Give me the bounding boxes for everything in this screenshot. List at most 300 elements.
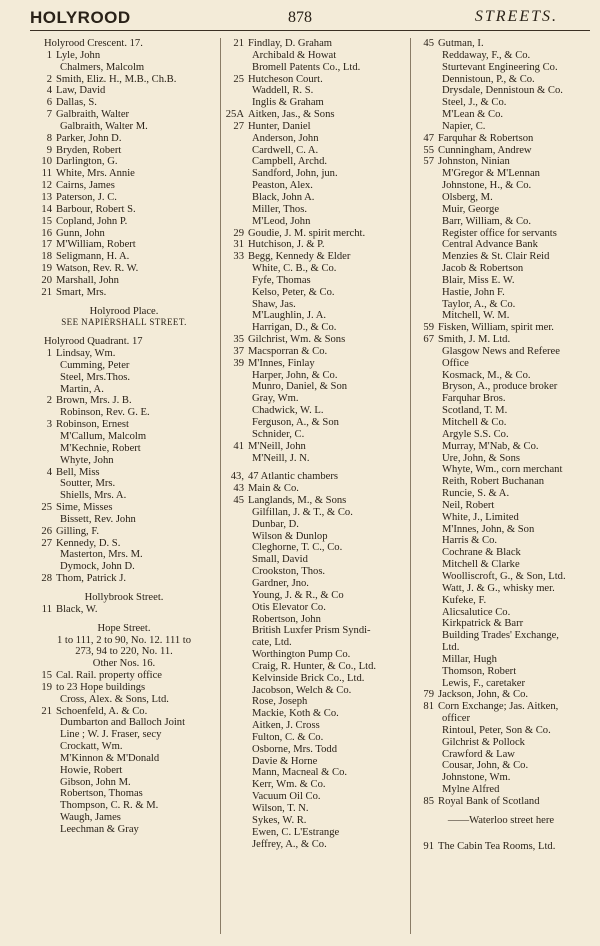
house-number: 33 [233, 251, 244, 263]
entry-name: Royal Bank of Scotland [438, 796, 540, 807]
entry-name: Cardwell, C. A. [252, 144, 319, 156]
entry-name: 47 Atlantic chambers [248, 471, 339, 483]
directory-entry [412, 453, 590, 465]
directory-entry [30, 549, 218, 561]
directory-entry [30, 275, 218, 287]
house-number: 57 [423, 156, 434, 168]
directory-entry [412, 322, 590, 334]
house-number: 11 [41, 168, 52, 180]
directory-entry [30, 168, 218, 180]
house-number: 1 [46, 348, 52, 360]
entry-name: Thom, Patrick J. [56, 573, 127, 585]
entry-name: Steel, Mrs.Thos. [60, 371, 131, 383]
entry-name: Cross, Alex. & Sons, Ltd. [60, 693, 169, 705]
entry-name: Ferguson, A., & Son [252, 417, 339, 428]
house-number: 25 [233, 73, 244, 85]
directory-entry [412, 239, 590, 251]
house-number: 10 [41, 156, 52, 168]
section-heading: ——Waterloo street here [447, 814, 555, 826]
entry-name: Mackie, Koth & Co. [252, 708, 339, 720]
directory-entry [30, 561, 218, 573]
directory-entry [30, 455, 218, 467]
entry-name: Robinson, Ernest [56, 419, 129, 431]
entry-name: Brown, Mrs. J. B. [56, 395, 132, 407]
entry-name: cate, Ltd. [252, 637, 292, 649]
entry-name: Reith, Robert Buchanan [442, 476, 545, 488]
entry-name: Smart, Mrs. [56, 286, 107, 298]
entry-name: Dumbarton and Balloch Joint [60, 717, 186, 729]
directory-entry [222, 720, 408, 732]
house-number: 45 [423, 38, 434, 49]
entry-name: Smith, J. M. Ltd. [438, 334, 511, 346]
spacer [30, 616, 218, 623]
directory-entry [412, 334, 590, 346]
entry-name: Kerr, Wm. & Co. [252, 779, 326, 791]
directory-entry [412, 38, 590, 50]
directory-entry [222, 791, 408, 803]
entry-name: Gilchrist & Pollock [442, 736, 525, 748]
directory-entry [222, 708, 408, 720]
directory-entry [30, 192, 218, 204]
directory-entry [222, 429, 408, 441]
entry-name: Waddell, R. S. [252, 85, 314, 97]
house-number: 45 [233, 495, 244, 507]
entry-name: Hastie, John F. [442, 286, 505, 298]
entry-name: Neil, Robert [442, 499, 495, 511]
entry-name: Cunningham, Andrew [438, 144, 532, 156]
directory-entry [30, 74, 218, 86]
entry-name: Watson, Rev. R. W. [56, 263, 139, 275]
directory-entry [412, 287, 590, 299]
directory-column-1 [30, 38, 218, 836]
directory-entry [30, 133, 218, 145]
house-number: 81 [423, 701, 434, 713]
directory-entry [412, 760, 590, 772]
header-rule [30, 30, 590, 31]
house-number: 11 [41, 603, 52, 615]
entry-name: Taylor, A., & Co. [442, 298, 516, 310]
directory-entry [222, 85, 408, 97]
entry-name: Kosmack, M., & Co. [442, 369, 531, 381]
house-number: 55 [423, 144, 434, 156]
entry-name: Galbraith, Walter [56, 109, 130, 121]
entry-name: Aitken, J. Cross [252, 720, 320, 732]
house-number: 15 [41, 670, 52, 682]
entry-name: Dennistoun, P., & Co. [442, 73, 535, 85]
entry-name: Mann, Macneal & Co. [252, 767, 348, 779]
directory-entry [222, 661, 408, 673]
directory-entry [412, 109, 590, 121]
entry-name: White, Mrs. Annie [56, 168, 135, 180]
directory-entry [30, 419, 218, 431]
entry-name: Langlands, M., & Sons [248, 495, 347, 507]
house-number: 28 [41, 573, 52, 585]
entry-name: Runcie, S. & A. [442, 488, 510, 500]
directory-entry [222, 614, 408, 626]
directory-entry [222, 507, 408, 519]
directory-entry [222, 310, 408, 322]
directory-entry [412, 618, 590, 630]
entry-name: Campbell, Archd. [252, 156, 328, 168]
section-heading: 1 to 111, 2 to 90, No. 12. 111 to [56, 634, 192, 646]
directory-entry [412, 488, 590, 500]
house-number: 19 [41, 263, 52, 275]
directory-entry [222, 216, 408, 228]
entry-name: Jacob & Robertson [442, 263, 524, 275]
entry-name: M'Innes, John, & Son [442, 523, 535, 535]
directory-entry [30, 407, 218, 419]
directory-entry [222, 732, 408, 744]
entry-name: Farquhar Bros. [442, 393, 506, 405]
directory-entry [222, 625, 408, 637]
house-number: 21 [41, 705, 52, 717]
entry-name: Davie & Horne [252, 755, 318, 767]
entry-name: Bell, Miss [56, 466, 100, 478]
entry-name: Cleghorne, T. C., Co. [252, 542, 343, 554]
directory-entry [222, 839, 408, 851]
entry-name: Dunbar, D. [252, 518, 299, 530]
directory-entry [222, 417, 408, 429]
house-number: 43 [233, 483, 244, 495]
entry-name: Crockatt, Wm. [60, 741, 123, 753]
house-number: 79 [423, 689, 434, 701]
entry-name: Kufeke, F. [442, 594, 487, 606]
entry-name: M'Leod, John [252, 215, 311, 227]
house-number: 16 [41, 227, 52, 239]
entry-name: Craig, R. Hunter, & Co., Ltd. [252, 660, 377, 672]
entry-name: British Luxfer Prism Syndi- [252, 625, 371, 637]
directory-entry [222, 637, 408, 649]
entry-name: Schnider, C. [252, 428, 305, 440]
entry-name: Otis Elevator Co. [252, 601, 326, 613]
entry-name: Smith, Eliz. H., M.B., Ch.B. [56, 73, 177, 85]
directory-entry [412, 524, 590, 536]
section-heading: Holyrood Place. [89, 305, 159, 317]
directory-entry [30, 216, 218, 228]
directory-column-3 [412, 38, 590, 853]
entry-name: Soutter, Mrs. [60, 478, 116, 490]
directory-entry [412, 512, 590, 524]
directory-entry [222, 334, 408, 346]
entry-name: Gunn, John [56, 227, 105, 239]
entry-name: Cousar, John, & Co. [442, 760, 529, 772]
entry-name: Howie, Robert [60, 764, 123, 776]
directory-entry [30, 800, 218, 812]
directory-entry [412, 725, 590, 737]
directory-entry [30, 204, 218, 216]
directory-entry [30, 395, 218, 407]
directory-entry [222, 744, 408, 756]
directory-entry [222, 531, 408, 543]
house-number: 91 [423, 840, 434, 852]
house-number: 9 [46, 144, 52, 156]
entry-name: Shaw, Jas. [252, 298, 296, 310]
directory-entry [222, 228, 408, 240]
spacer [222, 464, 408, 471]
directory-entry [412, 689, 590, 701]
directory-entry [412, 535, 590, 547]
entry-name: Goudie, J. M. spirit mercht. [248, 227, 366, 239]
entry-name: M'Laughlin, J. A. [252, 310, 327, 322]
directory-entry [222, 322, 408, 334]
entry-name: Cairns, James [56, 180, 115, 192]
house-number: 4 [46, 85, 52, 97]
entry-name: Whyte, Wm., corn merchant [442, 464, 563, 476]
entry-name: Waugh, James [60, 812, 121, 824]
directory-entry [412, 841, 590, 853]
directory-entry [412, 358, 590, 370]
directory-entry [30, 145, 218, 157]
entry-name: Gutman, I. [438, 38, 484, 49]
entry-name: Rose, Joseph [252, 696, 308, 708]
directory-entry [412, 476, 590, 488]
entry-name: Steel, J., & Co. [442, 97, 507, 109]
directory-entry [412, 429, 590, 441]
directory-entry [412, 642, 590, 654]
entry-name: Munro, Daniel, & Son [252, 381, 348, 393]
entry-name: Darlington, G. [56, 156, 118, 168]
directory-entry [412, 500, 590, 512]
directory-entry [222, 685, 408, 697]
entry-name: Vacuum Oil Co. [252, 791, 321, 803]
entry-name: Register office for servants [442, 227, 557, 239]
directory-entry [30, 251, 218, 263]
house-number: 7 [46, 109, 52, 121]
house-number: 27 [41, 537, 52, 549]
entry-name: Robertson, John [252, 613, 321, 625]
entry-name: Wilson & Dunlop [252, 530, 328, 542]
section-heading: Hope Street. [97, 622, 151, 634]
entry-name: Gilchrist, Wm. & Sons [248, 334, 346, 346]
directory-entry [30, 384, 218, 396]
spacer [30, 329, 218, 336]
directory-entry [412, 62, 590, 74]
entry-name: Olsberg, M. [442, 191, 493, 203]
entry-name: Law, David [56, 85, 106, 97]
directory-entry [30, 502, 218, 514]
directory-entry [30, 765, 218, 777]
house-number: 2 [46, 395, 52, 407]
directory-entry [222, 287, 408, 299]
directory-entry [222, 590, 408, 602]
entry-name: Sime, Misses [56, 502, 113, 514]
entry-name: M'Neill, J. N. [252, 452, 310, 464]
entry-name: Ure, John, & Sons [442, 452, 520, 464]
entry-name: Jackson, John, & Co. [438, 689, 529, 701]
entry-name: Bissett, Rev. John [60, 513, 136, 525]
directory-entry [222, 97, 408, 109]
entry-name: Harrigan, D., & Co. [252, 322, 337, 334]
directory-entry [412, 559, 590, 571]
directory-entry [30, 62, 218, 74]
directory-entry [412, 275, 590, 287]
entry-name: Lyle, John [56, 49, 101, 61]
directory-entry [222, 370, 408, 382]
directory-entry [412, 263, 590, 275]
directory-entry [412, 228, 590, 240]
directory-entry [222, 358, 408, 370]
directory-entry [222, 168, 408, 180]
entry-name: Bryson, A., produce broker [442, 381, 558, 393]
entry-name: Macsporran & Co. [248, 345, 328, 357]
directory-entry [412, 216, 590, 228]
house-number: 3 [46, 419, 52, 431]
entry-name: Building Trades' Exchange, [442, 630, 559, 642]
entry-name: Barr, William, & Co. [442, 215, 531, 227]
directory-entry [222, 756, 408, 768]
directory-entry [30, 478, 218, 490]
entry-name: Sandford, John, jun. [252, 168, 338, 180]
entry-name: Hutcheson Court. [248, 73, 323, 85]
entry-name: Lindsay, Wm. [56, 348, 116, 360]
directory-entry [30, 788, 218, 800]
entry-name: to 23 Hope buildings [56, 681, 146, 693]
spacer [412, 834, 590, 841]
entry-name: Cumming, Peter [60, 359, 130, 371]
directory-entry [412, 310, 590, 322]
directory-entry [412, 168, 590, 180]
directory-entry [222, 74, 408, 86]
directory-entry [222, 495, 408, 507]
directory-entry [222, 109, 408, 121]
directory-entry [30, 180, 218, 192]
directory-entry [30, 753, 218, 765]
entry-name: Napier, C. [442, 120, 486, 132]
house-number: 43, [230, 471, 244, 483]
entry-name: Line ; W. J. Fraser, secy [60, 729, 162, 741]
directory-entry [30, 741, 218, 753]
entry-name: Parker, John D. [56, 132, 122, 144]
directory-entry [412, 74, 590, 86]
directory-entry [222, 405, 408, 417]
house-number: 6 [46, 97, 52, 109]
directory-entry [222, 578, 408, 590]
house-number: 21 [233, 38, 244, 49]
entry-name: Small, David [252, 554, 308, 566]
entry-name: Cochrane & Black [442, 547, 521, 559]
entry-name: Central Advance Bank [442, 239, 538, 251]
entry-name: Worthington Pump Co. [252, 649, 351, 661]
entry-name: Blair, Miss E. W. [442, 274, 515, 286]
directory-entry [412, 666, 590, 678]
directory-entry [222, 566, 408, 578]
entry-name: Alicsalutice Co. [442, 606, 511, 618]
directory-entry [222, 263, 408, 275]
house-number: 29 [233, 227, 244, 239]
directory-entry [30, 156, 218, 168]
directory-entry [222, 133, 408, 145]
entry-name: White, J., Limited [442, 511, 519, 523]
street-heading: Holyrood Crescent. 17. [44, 38, 143, 49]
spacer [30, 299, 218, 306]
house-number: 47 [423, 132, 434, 144]
directory-entry [412, 654, 590, 666]
entry-name: Martin, A. [60, 383, 104, 395]
house-number: 59 [423, 322, 434, 334]
entry-name: M'Lean & Co. [442, 109, 504, 121]
entry-name: Kelvinside Brick Co., Ltd. [252, 672, 365, 684]
spacer [412, 827, 590, 834]
directory-entry [222, 50, 408, 62]
entry-name: Woolliscroft, G., & Son, Ltd. [442, 570, 566, 582]
directory-entry [412, 607, 590, 619]
entry-name: Corn Exchange; Jas. Aitken, [438, 701, 559, 713]
directory-entry [222, 649, 408, 661]
directory-entry [30, 50, 218, 62]
entry-name: Schoenfeld, A. & Co. [56, 705, 148, 717]
directory-entry [222, 554, 408, 566]
spacer [412, 808, 590, 815]
entry-name: Muir, George [442, 203, 500, 215]
house-number: 41 [233, 440, 244, 452]
house-number: 85 [423, 796, 434, 807]
entry-name: Menzies & St. Clair Reid [442, 251, 550, 263]
entry-name: Kelso, Peter, & Co. [252, 286, 335, 298]
entry-name: The Cabin Tea Rooms, Ltd. [438, 840, 556, 852]
entry-name: Hunter, Daniel [248, 120, 311, 132]
entry-name: Osborne, Mrs. Todd [252, 743, 337, 755]
entry-name: Masterton, Mrs. M. [60, 549, 143, 561]
entry-name: Crawford & Law [442, 748, 515, 760]
spacer [30, 585, 218, 592]
entry-name: Paterson, J. C. [56, 191, 117, 203]
entry-name: M'Kechnie, Robert [60, 442, 141, 454]
entry-name: Marshall, John [56, 274, 119, 286]
column-divider [220, 38, 221, 934]
entry-name: Argyle S.S. Co. [442, 428, 509, 440]
entry-name: Kennedy, D. S. [56, 537, 121, 549]
directory-entry [222, 156, 408, 168]
entry-name: Gilling, F. [56, 525, 100, 537]
entry-name: Gibson, John M. [60, 776, 131, 788]
house-number: 13 [41, 191, 52, 203]
directory-entry [30, 239, 218, 251]
entry-name: Mitchell & Clarke [442, 559, 520, 571]
directory-entry [30, 604, 218, 616]
entry-name: Thompson, C. R. & M. [60, 800, 159, 812]
entry-name: Ltd. [442, 642, 460, 654]
entry-name: Robinson, Rev. G. E. [60, 407, 150, 419]
directory-entry [412, 630, 590, 642]
directory-entry [412, 772, 590, 784]
directory-entry [412, 713, 590, 725]
house-number: 19 [41, 681, 52, 693]
directory-entry [30, 121, 218, 133]
entry-name: Hutchison, J. & P. [248, 239, 325, 251]
directory-entry [222, 62, 408, 74]
house-number: 14 [41, 203, 52, 215]
entry-name: Black, W. [56, 603, 98, 615]
entry-name: Rintoul, Peter, Son & Co. [442, 724, 551, 736]
directory-entry [412, 50, 590, 62]
directory-entry [30, 538, 218, 550]
entry-name: Fisken, William, spirit mer. [438, 322, 554, 334]
entry-name: Bromell Patents Co., Ltd. [252, 61, 361, 73]
section-heading: 273, 94 to 220, No. 11. [75, 646, 173, 658]
directory-entry [222, 346, 408, 358]
house-number: 27 [233, 120, 244, 132]
entry-name: officer [442, 713, 471, 725]
directory-entry [412, 571, 590, 583]
entry-name: Mitchell & Co. [442, 417, 507, 428]
directory-entry [222, 483, 408, 495]
house-number: 67 [423, 334, 434, 346]
directory-entry [412, 701, 590, 713]
street-heading: Holyrood Quadrant. 17 [44, 336, 143, 348]
entry-name: Murray, M'Nab, & Co. [442, 440, 539, 452]
directory-entry [222, 145, 408, 157]
directory-entry [412, 583, 590, 595]
